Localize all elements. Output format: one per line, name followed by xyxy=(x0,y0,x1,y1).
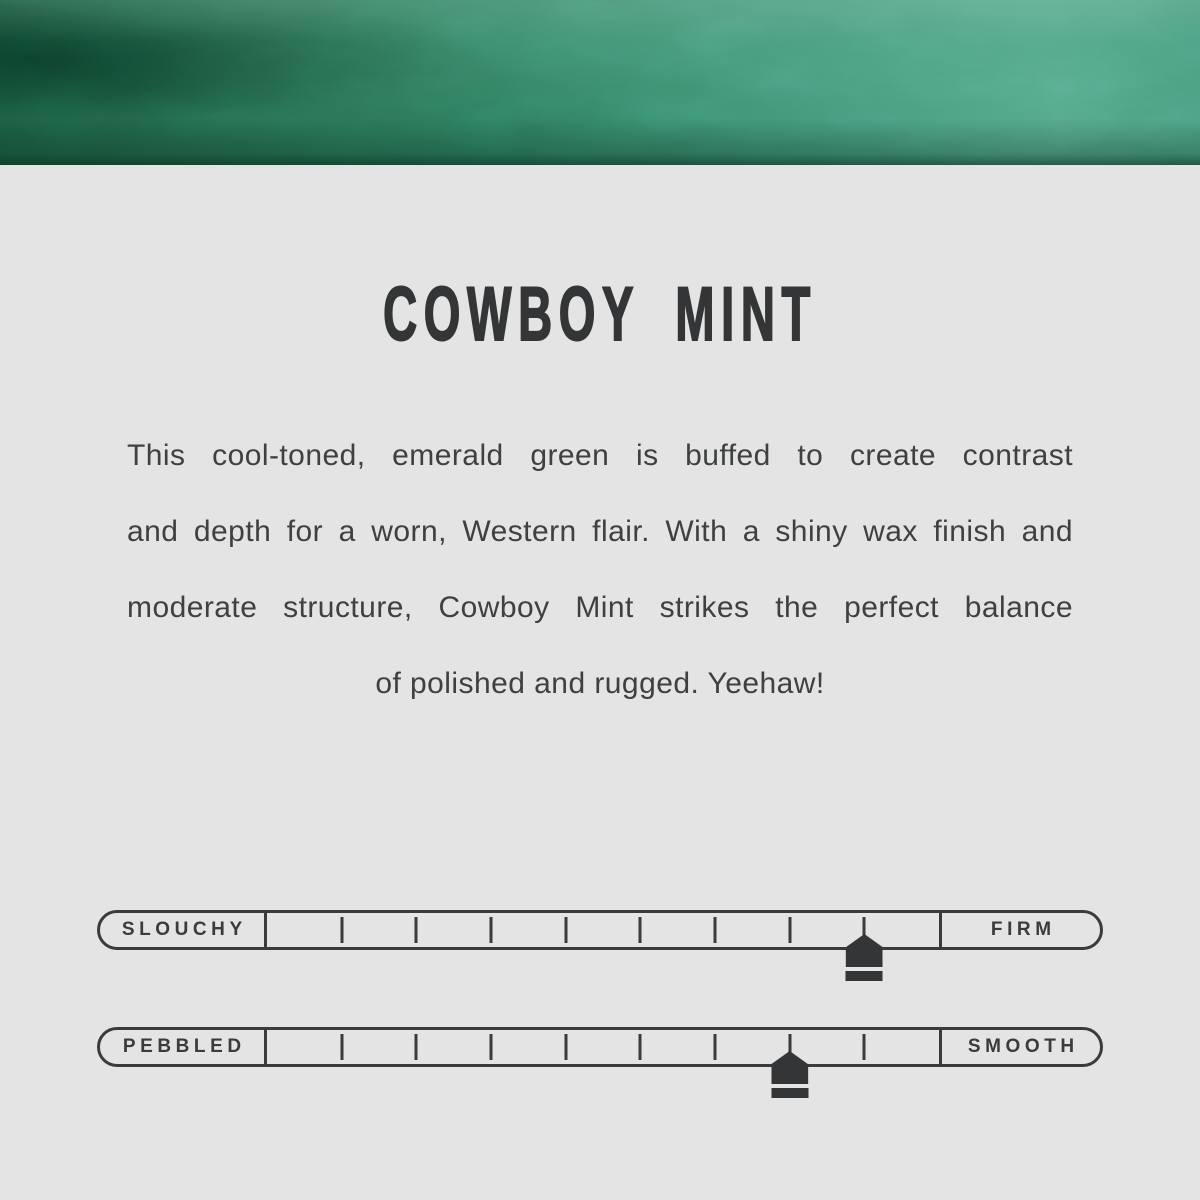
pin-base xyxy=(771,1088,808,1098)
pebbled-smooth-scale xyxy=(97,1027,1103,1067)
scale-tick xyxy=(564,1034,567,1060)
pin-head xyxy=(846,934,883,967)
scale-tick xyxy=(714,1034,717,1060)
scale-tick xyxy=(863,1034,866,1060)
scale-tick xyxy=(788,917,791,943)
description-line: of polished and rugged. Yeehaw! xyxy=(375,667,825,700)
color-name-title: COWBOY MINT xyxy=(383,272,817,357)
description-line: This cool-toned, emerald green is buffed to create contrast xyxy=(127,439,1073,472)
description-line: and depth for a worn, Western flair. With a shiny wax finish and xyxy=(127,515,1073,548)
scale-tick xyxy=(714,917,717,943)
description-line: moderate structure, Cowboy Mint strikes the perfect balance xyxy=(127,591,1073,624)
scale-tick xyxy=(490,1034,493,1060)
scale-tick xyxy=(415,917,418,943)
scale-tick xyxy=(639,1034,642,1060)
scale-tick xyxy=(490,917,493,943)
scale-right-label: SMOOTH xyxy=(939,1030,1100,1064)
slouchy-firm-scale xyxy=(97,910,1103,950)
scale-tick xyxy=(639,917,642,943)
pin-base xyxy=(846,971,883,981)
scale-marker-pin xyxy=(771,1051,808,1098)
pin-head xyxy=(771,1051,808,1084)
color-description xyxy=(127,418,1073,722)
leather-texture-svg xyxy=(0,0,1200,165)
scale-left-label: SLOUCHY xyxy=(100,913,267,947)
scale-tick xyxy=(415,1034,418,1060)
scale-tick xyxy=(340,1034,343,1060)
scale-track xyxy=(267,913,939,947)
attribute-scales xyxy=(0,910,1200,1067)
scale-tick xyxy=(340,917,343,943)
scale-right-label: FIRM xyxy=(939,913,1100,947)
leather-texture-image xyxy=(0,0,1200,165)
scale-tick xyxy=(564,917,567,943)
scale-track xyxy=(267,1030,939,1064)
scale-left-label: PEBBLED xyxy=(100,1030,267,1064)
scale-marker-pin xyxy=(846,934,883,981)
